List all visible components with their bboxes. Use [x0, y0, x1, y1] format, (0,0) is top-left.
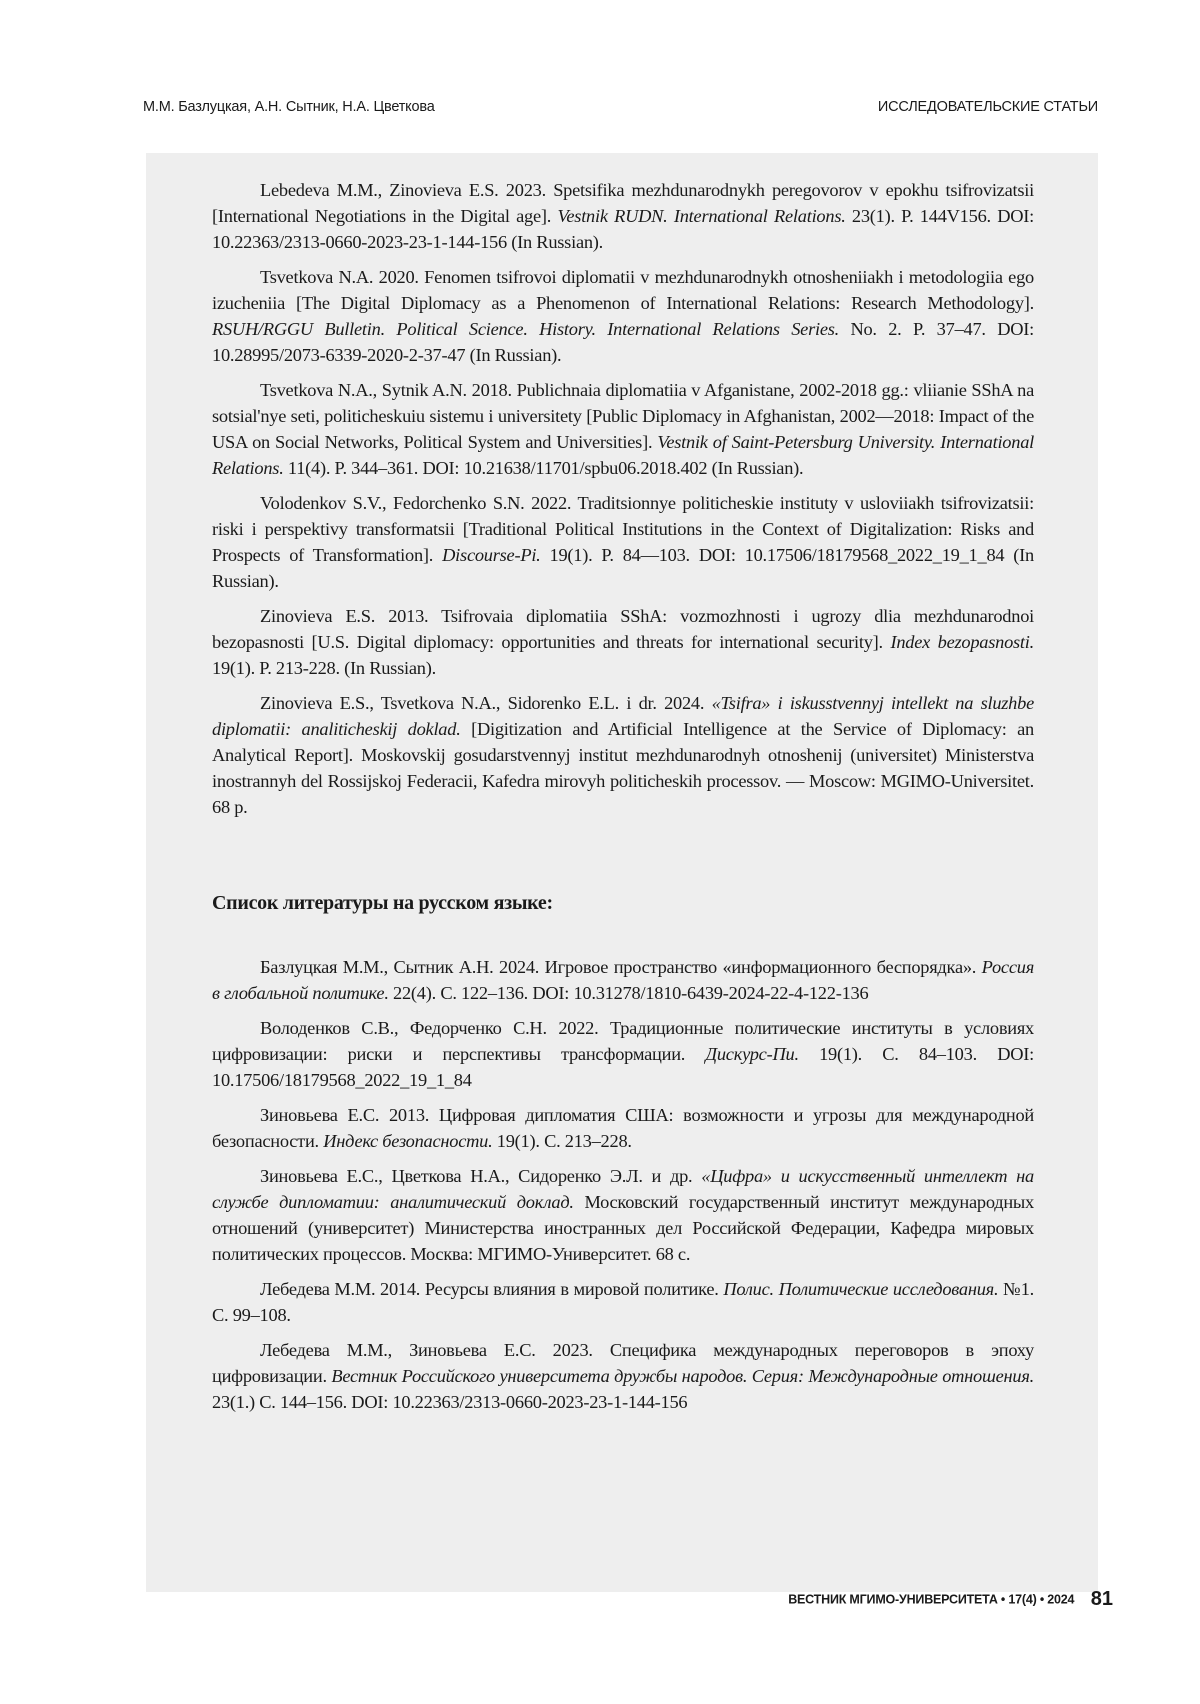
- header-authors: М.М. Базлуцкая, А.Н. Сытник, Н.А. Цветкова: [143, 99, 435, 115]
- running-head: [143, 99, 1098, 121]
- russian-reference-list: [212, 954, 1034, 1415]
- reference-source: «Цифра» и искусственный интеллект на службе дипломатии: аналитический доклад.: [212, 1166, 1034, 1212]
- reference-item: Лебедева М.М., Зиновьева Е.С. 2023. Специфика международных переговоров в эпоху цифровизации. Вестник Российского университета дружбы народов. Серия: Международные отношения. 23(1.) С. 144–156. DOI: 10.22363/2313-0660-2023-23-1-144-156: [212, 1340, 1035, 1412]
- reference-item: Tsvetkova N.A. 2020. Fenomen tsifrovoi diplomatii v mezhdunarodnykh otnosheniiakh i metodologiia ego izucheniia [The Digital Diplomacy as a Phenomenon of International Relations: Research Methodology]. RSUH/RGGU Bulletin. Political Science. History. International Relations Series. No. 2. P. 37–47. DOI: 10.28995/2073-6339-2020-2-37-47 (In Russian).: [212, 267, 1034, 365]
- references-content: [212, 177, 1034, 1424]
- reference-source: RSUH/RGGU Bulletin. Political Science. History. International Relations Series.: [212, 319, 839, 339]
- page-footer: [788, 1588, 1113, 1618]
- footer-journal-title: ВЕСТНИК МГИМО-УНИВЕРСИТЕТА • 17(4) • 2024: [788, 1592, 1075, 1607]
- reference-source: Полис. Политические исследования.: [723, 1279, 999, 1299]
- reference-item: Володенков С.В., Федорченко С.Н. 2022. Традиционные политические институты в условиях цифровизации: риски и перспективы трансформации. Дискурс-Пи. 19(1). С. 84–103. DOI: 10.17506/18179568_2022_19_1_84: [212, 1018, 1034, 1090]
- reference-item: Tsvetkova N.A., Sytnik A.N. 2018. Publichnaia diplomatiia v Afganistane, 2002-2018 gg.: vliianie SShA na sotsial'nye seti, politicheskuiu sistemu i universitety [Public Diplomacy in Afghanistan, 2002—2018: Impact of the USA on Social Networks, Political System and Universities]. Vestnik of Saint-Petersburg University. International Relations. 11(4). P. 344–361. DOI: 10.21638/11701/spbu06.2018.402 (In Russian).: [212, 380, 1034, 478]
- page-number: 81: [1090, 1588, 1113, 1610]
- reference-item: Лебедева М.М. 2014. Ресурсы влияния в мировой политике. Полис. Политические исследования. №1. С. 99–108.: [212, 1279, 1035, 1325]
- reference-item: Volodenkov S.V., Fedorchenko S.N. 2022. Traditsionnye politicheskie instituty v usloviiakh tsifrovizatsii: riski i perspektivy transformatsii [Traditional Political Institutions in the Context of Digitalization: Risks and Prospects of Transformation]. Discourse-Pi. 19(1). P. 84—103. DOI: 10.17506/18179568_2022_19_1_84 (In Russian).: [212, 493, 1035, 591]
- reference-source: Vestnik of Saint-Petersburg University. International Relations.: [212, 432, 1034, 478]
- reference-source: Дискурс-Пи.: [705, 1044, 799, 1064]
- reference-source: Индекс безопасности.: [323, 1131, 493, 1151]
- english-reference-list: [212, 177, 1034, 820]
- russian-references-heading: Список литературы на русском языке:: [212, 892, 553, 914]
- reference-item: Lebedeva M.M., Zinovieva E.S. 2023. Spetsifika mezhdunarodnykh peregovorov v epokhu tsifrovizatsii [International Negotiations in the Digital age]. Vestnik RUDN. International Relations. 23(1). P. 144V156. DOI: 10.22363/2313-0660-2023-23-1-144-156 (In Russian).: [212, 180, 1034, 252]
- reference-source: Вестник Российского университета дружбы народов. Серия: Международные отношения.: [331, 1366, 1035, 1386]
- reference-item: Зиновьева Е.С., Цветкова Н.А., Сидоренко Э.Л. и др. «Цифра» и искусственный интеллект на службе дипломатии: аналитический доклад. Московский государственный институт международных отношений (университет) Министерства иностранных дел Российской Федерации, Кафедра мировых политических процессов. Москва: МГИМО-Университет. 68 с.: [212, 1166, 1034, 1264]
- reference-source: Discourse-Pi.: [442, 545, 541, 565]
- reference-source: Россия в глобальной политике.: [212, 957, 1034, 1003]
- reference-item: Зиновьева Е.С. 2013. Цифровая дипломатия США: возможности и угрозы для международной безопасности. Индекс безопасности. 19(1). С. 213–228.: [212, 1105, 1034, 1151]
- reference-source: «Tsifra» i iskusstvennyj intellekt na sluzhbe diplomatii: analiticheskij doklad.: [212, 693, 1034, 739]
- reference-source: Index bezopasnosti.: [890, 632, 1034, 652]
- reference-item: Zinovieva E.S. 2013. Tsifrovaia diplomatiia SShA: vozmozhnosti i ugrozy dlia mezhdunarodnoi bezopasnosti [U.S. Digital diplomacy: opportunities and threats for international security]. Index bezopasnosti. 19(1). P. 213-228. (In Russian).: [212, 606, 1034, 678]
- reference-item: Zinovieva E.S., Tsvetkova N.A., Sidorenko E.L. i dr. 2024. «Tsifra» i iskusstvennyj intellekt na sluzhbe diplomatii: analiticheskij doklad. [Digitization and Artificial Intelligence at the Service of Diplomacy: an Analytical Report]. Moskovskij gosudarstvennyj institut mezhdunarodnyh otnoshenij (universitet) Ministerstva inostrannyh del Rossijskoj Federacii, Kafedra mirovyh politicheskih processov. — Moscow: MGIMO-Universitet. 68 p.: [212, 693, 1034, 817]
- reference-item: Базлуцкая М.М., Сытник А.Н. 2024. Игровое пространство «информационного беспорядка». Россия в глобальной политике. 22(4). С. 122–136. DOI: 10.31278/1810-6439-2024-22-4-122-136: [212, 957, 1034, 1003]
- reference-source: Vestnik RUDN. International Relations.: [557, 206, 846, 226]
- header-section-title: ИССЛЕДОВАТЕЛЬСКИЕ СТАТЬИ: [877, 99, 1098, 115]
